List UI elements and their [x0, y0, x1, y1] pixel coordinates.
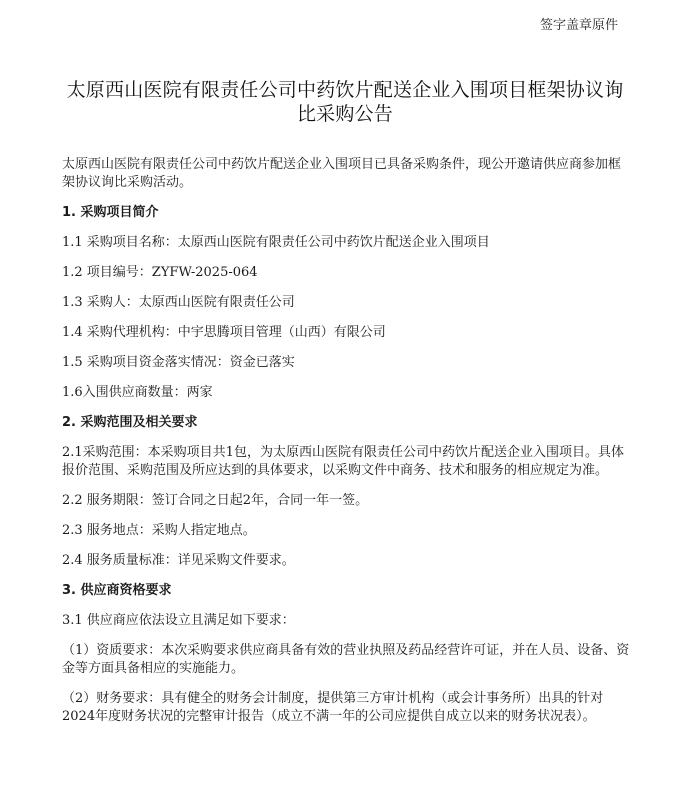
section-1-item: 1.5 采购项目资金落实情况：资金已落实: [62, 355, 295, 370]
stamp-note: 签字盖章原件: [539, 18, 618, 33]
section-2-item: 2.4 服务质量标准：详见采购文件要求。: [62, 553, 295, 568]
section-1-heading: 1. 采购项目简介: [62, 205, 159, 220]
section-1-item: 1.4 采购代理机构：中宇思腾项目管理（山西）有限公司: [62, 325, 386, 340]
section-1-item: 1.1 采购项目名称：太原西山医院有限责任公司中药饮片配送企业入围项目: [62, 235, 490, 250]
intro-paragraph: 太原西山医院有限责任公司中药饮片配送企业入围项目已具备采购条件，现公开邀请供应商参加框架协议询比采购活动。: [62, 157, 622, 190]
section-2-item: 2.2 服务期限：签订合同之日起2年，合同一年一签。: [62, 493, 369, 508]
section-3-item: 3.1 供应商应依法设立且满足如下要求：: [62, 613, 295, 628]
section-2-item: 2.3 服务地点：采购人指定地点。: [62, 523, 256, 538]
section-1-item: 1.3 采购人：太原西山医院有限责任公司: [62, 295, 295, 310]
title-line-2: 比采购公告: [296, 103, 393, 125]
section-2-heading: 2. 采购范围及相关要求: [62, 415, 198, 430]
title-line-1: 太原西山医院有限责任公司中药饮片配送企业入围项目框架协议询: [66, 79, 624, 101]
section-1-item: 1.2 项目编号：ZYFW-2025-064: [62, 265, 258, 280]
section-2-item: 2.1采购范围：本采购项目共1包，为太原西山医院有限责任公司中药饮片配送企业入围项目。具体报价范围、采购范围及所应达到的具体要求，以采购文件中商务、技术和服务的相应规定为准。: [62, 445, 624, 478]
document-body: [62, 156, 630, 726]
section-3-item: （1）资质要求：本次采购要求供应商具备有效的营业执照及药品经营许可证，并在人员、设备、资金等方面具备相应的实施能力。: [62, 643, 630, 676]
section-3-heading: 3. 供应商资格要求: [62, 583, 172, 598]
section-1-item: 1.6入围供应商数量：两家: [62, 385, 213, 400]
document-title: [55, 78, 635, 126]
section-3-item: （2）财务要求：具有健全的财务会计制度，提供第三方审计机构（或会计事务所）出具的针对2024年度财务状况的完整审计报告（成立不满一年的公司应提供自成立以来的财务状况表）。: [62, 691, 604, 724]
